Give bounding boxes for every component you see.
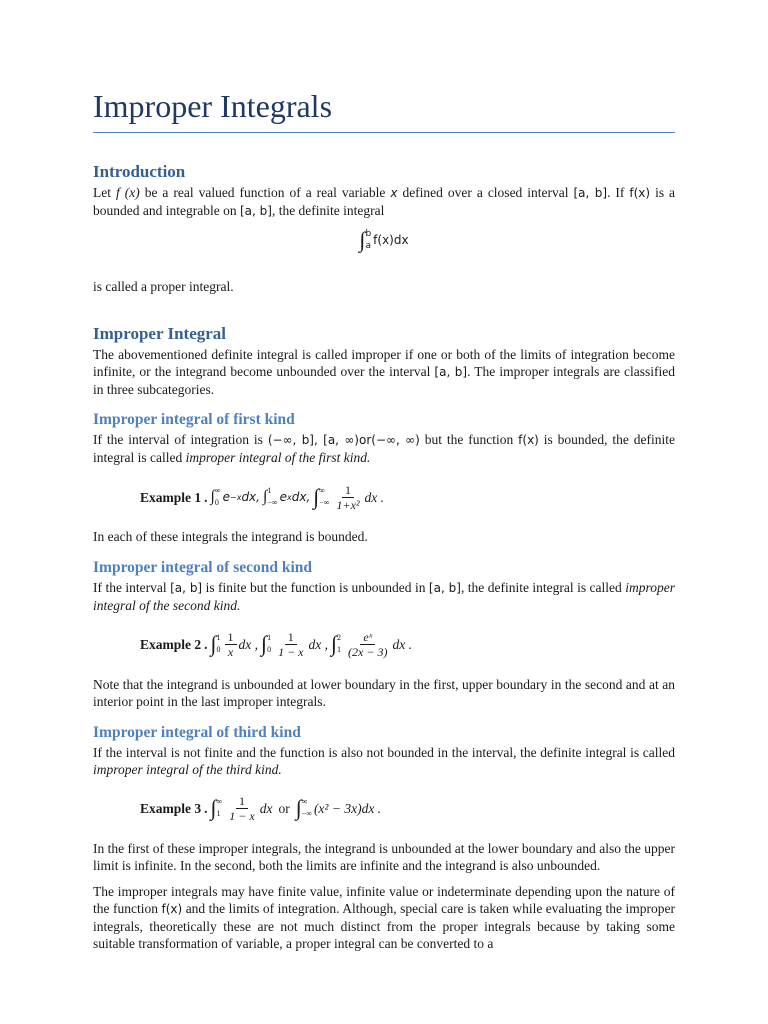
integral-limits [319, 485, 329, 509]
text: The abovementioned definite integral is called improper if one or both of the limits of integration become infinite, or the integrand become unbounded over the interval [93, 347, 675, 379]
text: be a real valued function of a real variable [144, 185, 386, 200]
example-2: Example 2 . ∫ 1 0 $\frac{1}{x}$ dx , ∫ 1 0 $\frac{1}{1 - x}$ dx , ∫ 2 1 $\frac{\text{eˣ}}{(2x - 3)}$ dx . [140, 629, 412, 659]
integral-sign: ∫ [210, 795, 217, 820]
lower-limit: 0 [214, 498, 219, 507]
heading-improper-integral: Improper Integral [93, 324, 227, 343]
upper-limit: b [365, 229, 372, 239]
integral-sign: ∫ [359, 227, 366, 252]
integral-expression [359, 228, 408, 252]
integral-limits [217, 796, 223, 820]
text: . The improper integrals are classified in three subcategories. [93, 364, 676, 397]
first-kind-paragraph [93, 431, 675, 466]
math-interval: [a, b] [434, 365, 468, 379]
lower-limit: −∞ [319, 498, 330, 507]
third-kind-paragraph [93, 744, 675, 778]
third-kind-note: In the first of these improper integrals, the integrand is unbounded at the lower boundary and also the upper limit is infinite. In the second, both the limits are infinite and the integrand is also unbounded. [93, 841, 675, 873]
heading-third-kind: Improper integral of third kind [93, 724, 301, 741]
integral-sign: ∫ [313, 484, 320, 509]
math-fx: f(x) [161, 902, 183, 916]
intro-paragraph [93, 184, 675, 220]
differential: dx . [364, 489, 385, 505]
integral-limits [365, 228, 371, 252]
integrand: e [222, 489, 230, 504]
math-fx: f (x) [115, 185, 140, 200]
upper-limit: ∞ [319, 486, 325, 495]
integral-2 [296, 796, 381, 820]
text: is a bounded and integrable on [93, 185, 676, 218]
denominator: 1 − x [278, 644, 304, 659]
upper-limit: 1 [216, 633, 221, 642]
fraction [345, 630, 390, 659]
upper-limit: 1 [267, 633, 272, 642]
upper-limit: ∞ [301, 797, 308, 806]
integral-limits [215, 485, 221, 509]
text: defined over a closed interval [402, 185, 569, 200]
exponent: −x [230, 492, 242, 502]
math-fx: f(x) [518, 433, 539, 447]
document-content [93, 84, 675, 952]
differential: dx , [308, 636, 329, 652]
numerator: 1 [285, 630, 297, 645]
second-kind-paragraph [93, 579, 675, 614]
integrand: (x² − 3x)dx . [313, 800, 382, 816]
text: , the definite integral [271, 203, 385, 218]
lower-limit: a [365, 241, 372, 251]
text: , the definite integral is called [460, 580, 622, 595]
fraction [225, 630, 237, 659]
text: Let [93, 185, 111, 200]
fraction [226, 794, 257, 823]
integrand: e [279, 489, 287, 504]
differential: dx, [241, 489, 260, 504]
differential: dx . [392, 636, 412, 652]
text: is finite but the function is unbounded in [205, 580, 426, 595]
text: . If [607, 185, 625, 200]
heading-first-kind: Improper integral of first kind [93, 411, 295, 428]
math-interval: [a, b] [428, 581, 461, 595]
integral-1 [211, 794, 273, 823]
integral-2 [261, 630, 328, 659]
integral-sign: ∫ [331, 631, 338, 656]
lower-limit: 1 [216, 809, 221, 818]
italic-term: improper integral of the third kind. [93, 762, 282, 777]
text: The improper integrals may have finite value, infinite value or indeterminate depending upon the nature of the function [93, 884, 675, 916]
first-kind-note: In each of these integrals the integrand is bounded. [93, 529, 368, 544]
definite-integral-display [93, 228, 675, 268]
lower-limit: 1 [337, 645, 342, 654]
integral-3 [331, 630, 412, 659]
example-1: Example 1 . ∫ ∞ 0 e −x dx, ∫ 1 −∞ e x dx, ∫ ∞ −∞ $\frac{1}{\text{1+x²}}$ dx . [140, 482, 385, 512]
numerator: eˣ [360, 630, 375, 645]
integral-1 [211, 630, 259, 659]
text: If the interval is not finite and the function is also not bounded in the interval, the definite integral is called [93, 745, 675, 760]
lower-limit: −∞ [301, 809, 312, 818]
math-x: x [390, 186, 398, 200]
integral-2 [263, 485, 310, 509]
italic-term: improper integral of the first kind. [185, 450, 371, 465]
integral-limits [267, 632, 271, 656]
integral-sign: ∫ [210, 631, 217, 656]
heading-second-kind: Improper integral of second kind [93, 559, 313, 576]
text: and the limits of integration. Although, special care is taken while evaluating the improper integrals, theoretically these are not much distinct from the proper integrals because by taking some suitable transformation of variable, a proper integral can be converted to a [93, 901, 676, 951]
math-interval: [a, b] [170, 581, 203, 595]
lower-limit: 0 [267, 645, 272, 654]
lower-limit: −∞ [267, 498, 278, 507]
integral-limits [267, 485, 277, 509]
differential: dx , [238, 636, 259, 652]
upper-limit: ∞ [214, 486, 221, 495]
upper-limit: ∞ [216, 797, 223, 806]
example-label: Example 2 [140, 636, 202, 652]
integrand: f(x)dx [373, 233, 409, 247]
text: but the function [424, 432, 514, 447]
math-intervals: (−∞, b], [a, ∞)or(−∞, ∞) [267, 433, 420, 447]
improper-paragraph [93, 346, 675, 398]
numerator: 1 [236, 794, 248, 809]
integral-sign: ∫ [210, 488, 215, 505]
integral-limits [337, 632, 341, 656]
differential: dx [259, 800, 273, 816]
denominator: (2x − 3) [348, 644, 388, 659]
denominator: x [227, 644, 234, 659]
integral-sign: ∫ [295, 795, 302, 820]
intro-paragraph-2: is called a proper integral. [93, 279, 234, 294]
fraction [334, 483, 363, 512]
or-word: or [278, 800, 290, 816]
numerator: 1 [225, 630, 237, 645]
math-fx: f(x) [629, 186, 651, 200]
denominator: 1+x² [336, 497, 360, 512]
text: If the interval of integration is [93, 432, 263, 447]
integral-1 [211, 485, 260, 509]
heading-introduction: Introduction [93, 162, 186, 181]
integral-sign: ∫ [262, 488, 268, 505]
example-3: Example 3 . ∫ ∞ 1 $\frac{1}{1 - x}$ dx or ∫ ∞ −∞ (x² − 3x)dx . [140, 793, 382, 823]
upper-limit: 1 [267, 486, 272, 495]
exponent: x [286, 492, 292, 502]
second-kind-note: Note that the integrand is unbounded at lower boundary in the first, upper boundary in the second and at an interior point in the last improper integrals. [93, 677, 675, 709]
example-label: Example 3 [140, 800, 202, 816]
denominator: 1 − x [229, 808, 255, 823]
math-interval: [a, b] [239, 204, 272, 218]
fraction [275, 630, 306, 659]
integral-limits [217, 632, 221, 656]
integral-limits [302, 796, 312, 820]
integral-sign: ∫ [261, 631, 268, 656]
text: is bounded, the definite integral is called [93, 432, 676, 465]
closing-paragraph [93, 883, 675, 952]
italic-term: improper integral of the second kind. [93, 580, 675, 613]
upper-limit: 2 [337, 633, 342, 642]
math-interval: [a, b] [573, 186, 608, 200]
integral-3 [313, 483, 384, 512]
lower-limit: 0 [216, 645, 221, 654]
page-title: Improper Integrals [93, 84, 675, 133]
differential: dx, [291, 489, 311, 504]
numerator: 1 [342, 483, 354, 498]
text: If the interval [93, 580, 167, 595]
example-label: Example 1 [140, 489, 202, 505]
